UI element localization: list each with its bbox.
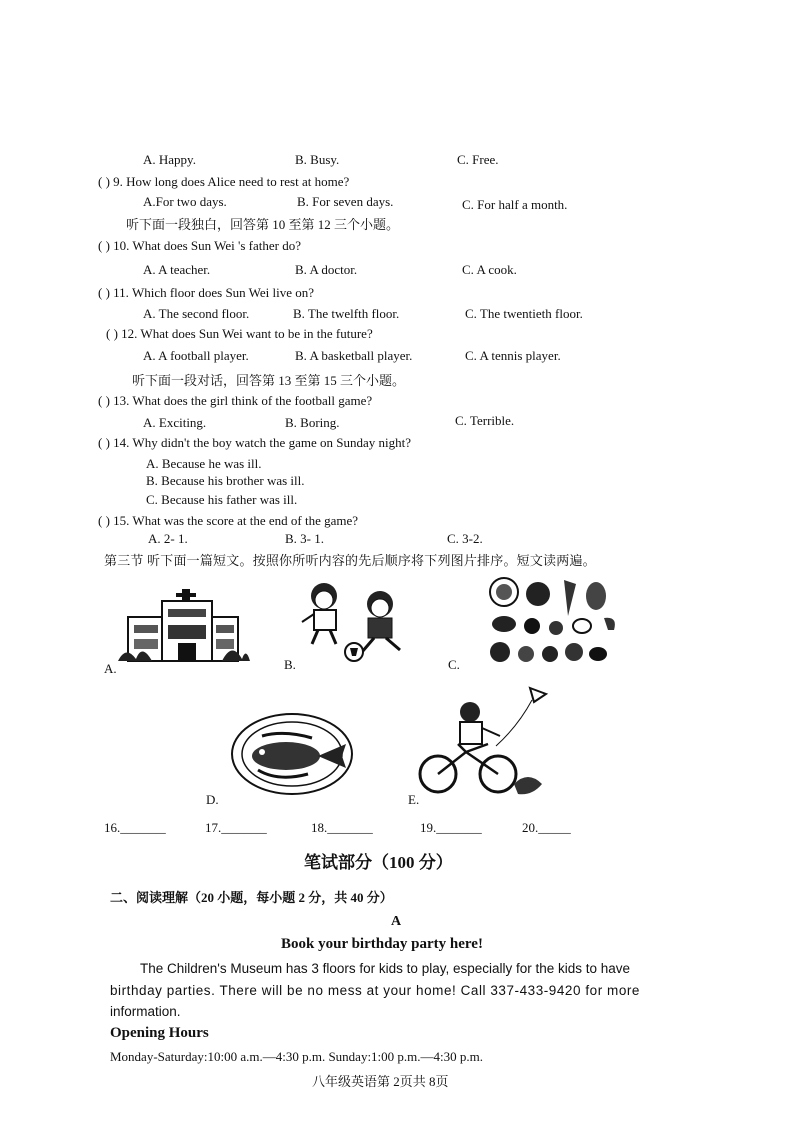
q15-stem: ( ) 15. What was the score at the end of the game? (98, 513, 359, 528)
picture-c-label: C. (448, 657, 460, 672)
q8-option-a: A. Happy. (143, 152, 196, 167)
q10-option-c: C. A cook. (462, 262, 517, 277)
q15-option-c: C. 3-2. (447, 531, 483, 546)
picture-b-label: B. (284, 657, 296, 672)
q12-option-a: A. A football player. (143, 348, 249, 363)
passage-line-1: The Children's Museum has 3 floors for kids to play, especially for the kids to have (140, 961, 631, 976)
q9-option-a: A.For two days. (143, 194, 227, 209)
answer-blank-20[interactable]: 20._____ (522, 820, 571, 835)
q11-option-a: A. The second floor. (143, 306, 250, 321)
fish-dish-picture (228, 708, 356, 800)
q13-option-b: B. Boring. (285, 415, 340, 430)
q12-option-b: B. A basketball player. (295, 348, 413, 363)
q10-option-a: A. A teacher. (143, 262, 211, 277)
q9-stem: ( ) 9. How long does Alice need to rest at home? (98, 174, 350, 189)
q14-option-b: B. Because his brother was ill. (146, 473, 305, 488)
q9-option-c: C. For half a month. (462, 197, 568, 212)
q13-option-c: C. Terrible. (455, 413, 515, 428)
q8-option-b: B. Busy. (295, 152, 340, 167)
q13-stem: ( ) 13. What does the girl think of the football game? (98, 393, 373, 408)
q15-option-a: A. 2- 1. (148, 531, 188, 546)
opening-hours-text: Monday-Saturday:10:00 a.m.—4:30 p.m. Sunday:1:00 p.m.—4:30 p.m. (110, 1049, 484, 1064)
instruction-13-15: 听下面一段对话，回答第 13 至第 15 三个小题。 (132, 373, 406, 388)
vegetables-picture (486, 576, 626, 668)
section-3-instruction: 第三节 听下面一篇短文。按照你所听内容的先后顺序将下列图片排序。短文读两遍。 (104, 553, 596, 568)
picture-d-label: D. (206, 792, 219, 807)
picture-e-label: E. (408, 792, 420, 807)
written-part-heading: 笔试部分（100 分） (304, 853, 453, 872)
hospital-picture (118, 585, 250, 665)
football-kids-picture (296, 578, 416, 666)
q15-option-b: B. 3- 1. (285, 531, 324, 546)
instruction-10-12: 听下面一段独白，回答第 10 至第 12 三个小题。 (126, 217, 400, 232)
q14-stem: ( ) 14. Why didn't the boy watch the game on Sunday night? (98, 435, 411, 450)
passage-letter: A (391, 914, 402, 929)
q8-option-c: C. Free. (457, 152, 499, 167)
picture-a-label: A. (104, 661, 117, 676)
q14-option-a: A. Because he was ill. (146, 456, 262, 471)
q11-option-b: B. The twelfth floor. (293, 306, 400, 321)
answer-blank-18[interactable]: 18._______ (311, 820, 373, 835)
bike-kite-picture (418, 686, 550, 804)
q9-option-b: B. For seven days. (297, 194, 394, 209)
reading-section-title: 二、阅读理解（20 小题，每小题 2 分，共 40 分） (110, 890, 393, 905)
q10-option-b: B. A doctor. (295, 262, 358, 277)
opening-hours-title: Opening Hours (110, 1025, 209, 1041)
q11-option-c: C. The twentieth floor. (465, 306, 583, 321)
passage-line-2: birthday parties. There will be no mess at your home! Call 337-433-9420 for more (110, 983, 640, 998)
page-footer: 八年级英语第 2页共 8页 (312, 1074, 449, 1089)
q11-stem: ( ) 11. Which floor does Sun Wei live on? (98, 285, 315, 300)
answer-blank-19[interactable]: 19._______ (420, 820, 482, 835)
q12-option-c: C. A tennis player. (465, 348, 561, 363)
answer-blank-17[interactable]: 17._______ (205, 820, 267, 835)
q10-stem: ( ) 10. What does Sun Wei 's father do? (98, 238, 301, 253)
q13-option-a: A. Exciting. (143, 415, 207, 430)
passage-title: Book your birthday party here! (281, 936, 483, 952)
answer-blank-16[interactable]: 16._______ (104, 820, 166, 835)
q14-option-c: C. Because his father was ill. (146, 492, 298, 507)
passage-line-3: information. (110, 1004, 181, 1019)
q12-stem: ( ) 12. What does Sun Wei want to be in the future? (106, 326, 373, 341)
